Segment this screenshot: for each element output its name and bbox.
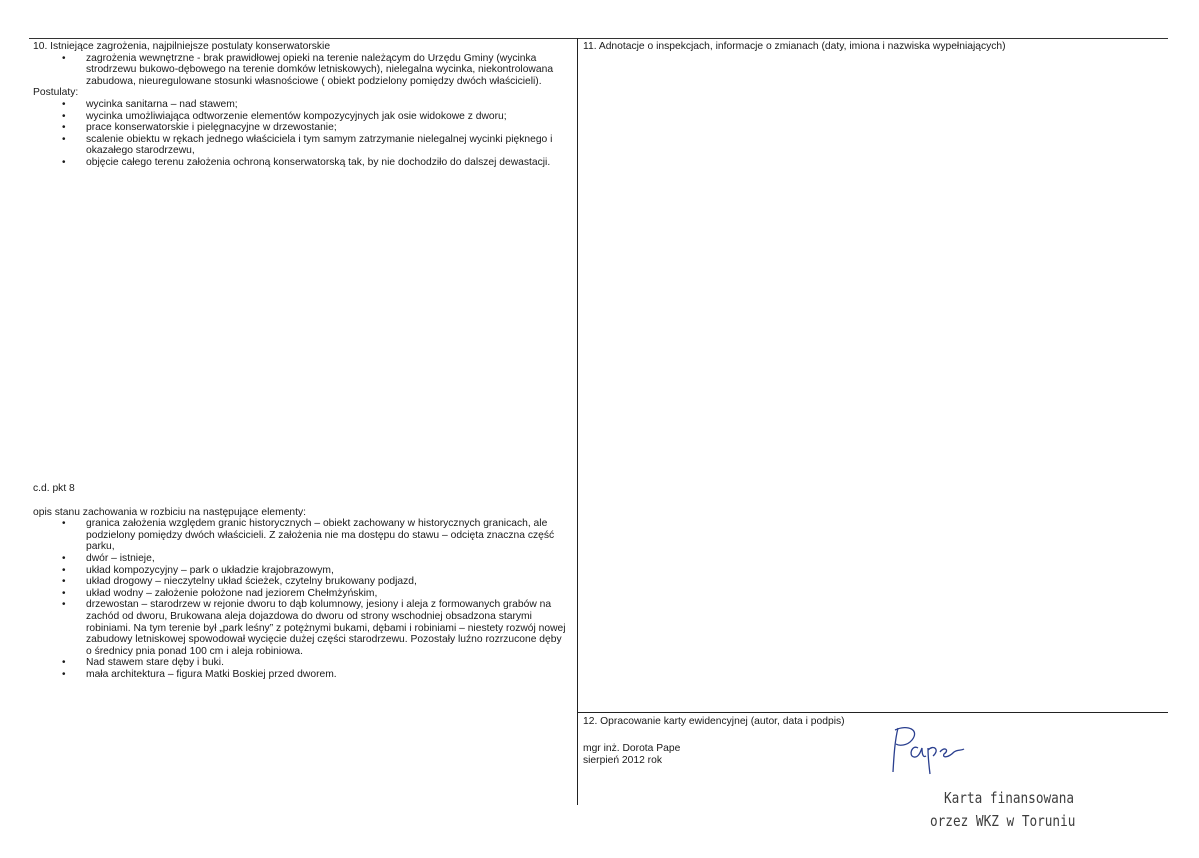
author-name: mgr inż. Dorota Pape bbox=[583, 743, 681, 754]
list-item: • mała architektura – figura Matki Boskiej przed dworem. bbox=[33, 669, 568, 681]
list-item: • scalenie obiektu w rękach jednego właściciela i tym samym zatrzymanie nielegalnej wycinki pięknego i okazałego starodrzewu, bbox=[33, 134, 568, 157]
list-item: • prace konserwatorskie i pielęgnacyjne w drzewostanie; bbox=[33, 122, 568, 134]
left-lower-block bbox=[33, 483, 568, 681]
list-item: • układ wodny – założenie położone nad jeziorem Chełmżyńskim, bbox=[33, 588, 568, 600]
postulates-list bbox=[33, 99, 568, 169]
list-item: • granica założenia względem granic historycznych – obiekt zachowany w historycznych granicach, ale podzielony pomiędzy dwóch właścicieli. Z założenia nie ma dostępu do stawu – odcięta znaczna część parku, bbox=[33, 518, 568, 553]
author-block bbox=[583, 743, 680, 766]
postulates-label: Postulaty: bbox=[33, 87, 79, 99]
list-item: • wycinka sanitarna – nad stawem; bbox=[33, 99, 568, 111]
section12-rule bbox=[577, 712, 1168, 713]
column-divider bbox=[577, 38, 578, 805]
funding-stamp-line1: Karta finansowana bbox=[944, 789, 1075, 807]
cd-label: c.d. pkt 8 bbox=[33, 483, 75, 494]
list-item: • drzewostan – starodrzew w rejonie dworu to dąb kolumnowy, jesiony i aleja z formowanych grabów na zachód od dworu, Brukowana aleja dojazdowa do dworu od strony wschodniej obsadzona starymi robiniami. Na tym terenie był „park leśny” z potężnymi bukami, dębami i robiniami – niestety rozwój nowej zabudowy letniskowej spowodował wycięcie dużej części starodrzewu. Pozostały luźno rozrzucone dęby o średnicy pnia ponad 100 cm i aleja robiniowa. bbox=[33, 599, 568, 657]
list-item: • Nad stawem stare dęby i buki. bbox=[33, 657, 568, 669]
list-item: • układ drogowy – nieczytelny układ ścieżek, czytelny brukowany podjazd, bbox=[33, 576, 568, 588]
list-item: • objęcie całego terenu założenia ochroną konserwatorską tak, by nie dochodziło do dalszej dewastacji. bbox=[33, 157, 568, 169]
list-item: • zagrożenia wewnętrzne - brak prawidłowej opieki na terenie należącym do Urzędu Gminy (wycinka strodrzewu bukowo-dębowego na terenie domków letniskowych), nielegalna wycinka, niekontrolowana zabudowa, nieuregulowane stosunki własnościowe ( obiekt podzielony pomiędzy dwóch właścicieli). bbox=[33, 53, 568, 88]
list-item: • wycinka umożliwiająca odtworzenie elementów kompozycyjnych jak osie widokowe z dworu; bbox=[33, 111, 568, 123]
top-rule bbox=[29, 38, 1168, 39]
section12-heading: 12. Opracowanie karty ewidencyjnej (autor, data i podpis) bbox=[583, 716, 845, 727]
date-text: sierpień 2012 rok bbox=[583, 754, 662, 766]
list-item: • dwór – istnieje, bbox=[33, 553, 568, 565]
signature-image bbox=[878, 722, 970, 780]
funding-stamp-line2: orzez WKZ w Toruniu bbox=[930, 812, 1076, 830]
section11-heading: 11. Adnotacje o inspekcjach, informacje o zmianach (daty, imiona i nazwiska wypełniających) bbox=[583, 41, 1006, 52]
left-column bbox=[33, 41, 568, 169]
list-item: • układ kompozycyjny – park o układzie krajobrazowym, bbox=[33, 565, 568, 577]
opis-heading: opis stanu zachowania w rozbiciu na następujące elementy: bbox=[33, 506, 307, 518]
threats-list bbox=[33, 53, 568, 88]
elements-list bbox=[33, 518, 568, 680]
section10-heading: 10. Istniejące zagrożenia, najpilniejsze postulaty konserwatorskie bbox=[33, 41, 331, 52]
